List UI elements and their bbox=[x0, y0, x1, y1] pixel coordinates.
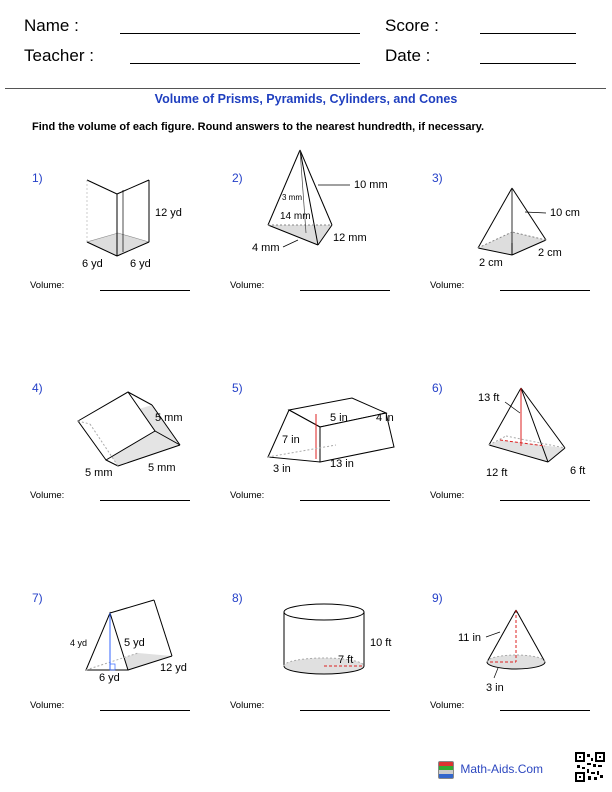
dimension-label: 7 in bbox=[282, 434, 300, 446]
dimension-label: 5 mm bbox=[85, 467, 113, 479]
dimension-label: 6 yd bbox=[130, 258, 151, 270]
problem-number: 7) bbox=[32, 591, 43, 605]
volume-label: Volume: bbox=[30, 490, 65, 501]
qr-code-icon bbox=[575, 752, 605, 782]
dimension-label: 5 mm bbox=[148, 462, 176, 474]
dimension-label: 14 mm bbox=[280, 211, 311, 222]
problem-number: 3) bbox=[432, 171, 443, 185]
dimension-label: 12 mm bbox=[333, 232, 367, 244]
problem-number: 1) bbox=[32, 171, 43, 185]
problem-number: 2) bbox=[232, 171, 243, 185]
dimension-label: 3 in bbox=[486, 682, 504, 694]
dimension-label: 6 yd bbox=[82, 258, 103, 270]
dimension-label: 5 in bbox=[330, 412, 348, 424]
teacher-label: Teacher : bbox=[24, 46, 94, 65]
volume-label: Volume: bbox=[430, 700, 465, 711]
dimension-label: 13 ft bbox=[478, 392, 500, 404]
dimension-label: 3 mm bbox=[282, 193, 302, 202]
instructions: Find the volume of each figure. Round answers to the nearest hundredth, if necessary. bbox=[32, 121, 485, 133]
problem-number: 6) bbox=[432, 381, 443, 395]
dimension-label: 12 yd bbox=[155, 207, 182, 219]
calculator-icon bbox=[438, 761, 454, 779]
score-label: Score : bbox=[385, 16, 439, 35]
volume-label: Volume: bbox=[230, 490, 265, 501]
dimension-label: 13 in bbox=[330, 458, 354, 470]
volume-label: Volume: bbox=[30, 280, 65, 291]
volume-label: Volume: bbox=[230, 280, 265, 291]
dimension-label: 2 cm bbox=[538, 247, 562, 259]
dimension-label: 10 cm bbox=[550, 207, 580, 219]
footer-brand[interactable] bbox=[438, 761, 543, 779]
name-label: Name : bbox=[24, 16, 79, 35]
dimension-label: 5 mm bbox=[155, 412, 183, 424]
dimension-label: 4 yd bbox=[70, 638, 88, 648]
problem-number: 8) bbox=[232, 591, 243, 605]
dimension-label: 10 mm bbox=[354, 179, 388, 191]
problem-number: 5) bbox=[232, 381, 243, 395]
volume-label: Volume: bbox=[230, 700, 265, 711]
brand-text: Math-Aids.Com bbox=[460, 762, 544, 777]
dimension-label: 12 ft bbox=[486, 467, 508, 479]
date-label: Date : bbox=[385, 46, 431, 65]
dimension-label: 11 in bbox=[458, 632, 482, 644]
dimension-label: 12 yd bbox=[160, 662, 187, 674]
problem-number: 9) bbox=[432, 591, 443, 605]
dimension-label: 5 yd bbox=[124, 637, 145, 649]
dimension-label: 6 ft bbox=[570, 465, 586, 477]
problem-number: 4) bbox=[32, 381, 43, 395]
dimension-label: 6 yd bbox=[99, 672, 120, 684]
worksheet-title: Volume of Prisms, Pyramids, Cylinders, and Cones bbox=[154, 92, 458, 106]
volume-label: Volume: bbox=[430, 490, 465, 501]
dimension-label: 3 in bbox=[273, 463, 291, 475]
dimension-label: 2 cm bbox=[479, 257, 503, 269]
dimension-label: 4 in bbox=[376, 412, 394, 424]
volume-label: Volume: bbox=[430, 280, 465, 291]
dimension-label: 10 ft bbox=[370, 637, 392, 649]
volume-label: Volume: bbox=[30, 700, 65, 711]
dimension-label: 4 mm bbox=[252, 242, 280, 254]
dimension-label: 7 ft bbox=[338, 654, 354, 666]
